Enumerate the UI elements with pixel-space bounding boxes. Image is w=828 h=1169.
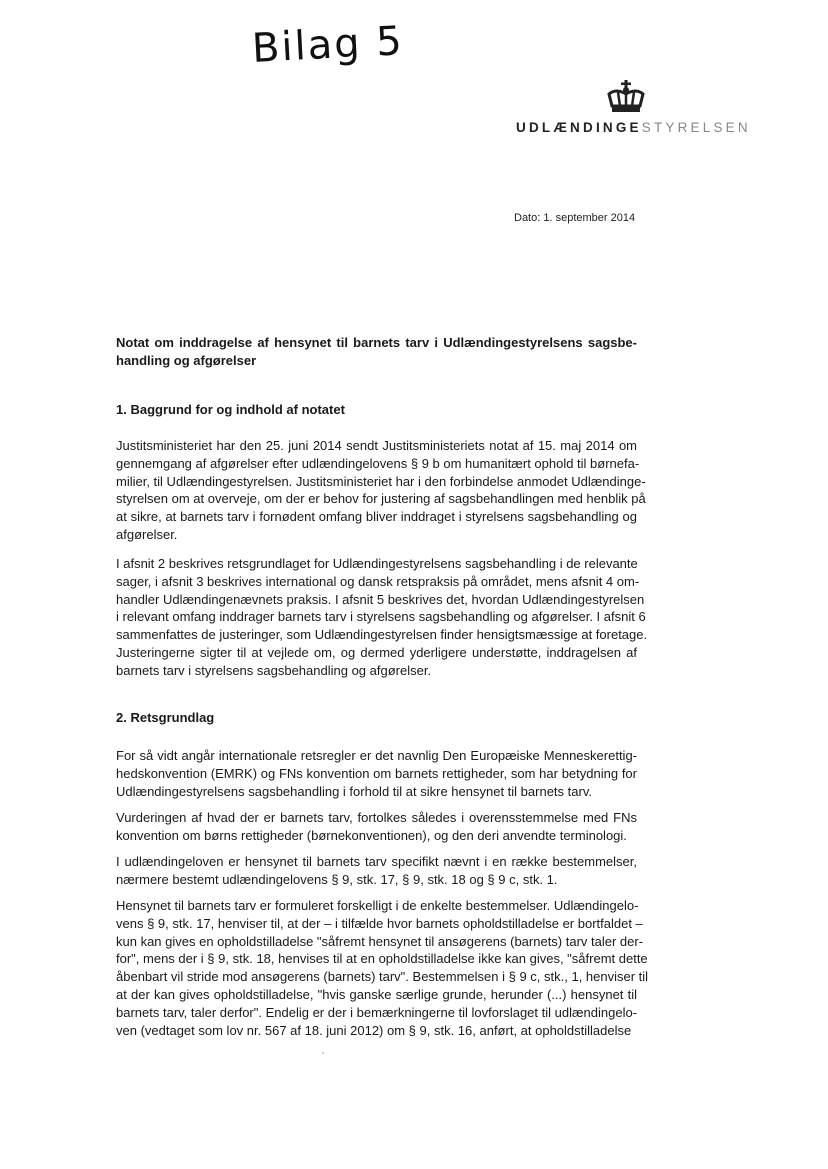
scan-speck: [322, 1052, 324, 1054]
text-line: Udlændingestyrelsens sagsbehandling i forhold til at sikre hensynet til barnets tarv.: [116, 783, 592, 799]
text-line: at der kan gives opholdstilladelse, "hvis ganske særlige grunde, herunder (...) hensynet til: [116, 986, 637, 1002]
text-line: sammenfattes de justeringer, som Udlændingestyrelsen finder hensigtsmæssige at foretage.: [116, 627, 648, 643]
text-line: handling og afgørelser: [116, 352, 257, 368]
section-2-paragraph-1: [116, 747, 637, 800]
text-line: barnets tarv i styrelsens sagsbehandling og afgørelser.: [116, 662, 432, 678]
section-1-paragraph-1: [116, 437, 646, 544]
section-1-heading: [116, 401, 637, 419]
text-line: barnets tarv, taler derfor". Endelig er der i bemærkningerne til lovforslaget til udlændingelo-: [116, 1004, 638, 1020]
agency-wordmark: [516, 120, 751, 135]
text-line: konvention om børns rettigheder (børnekonventionen), og den deri anvendte terminologi.: [116, 827, 627, 843]
document-title: [116, 334, 637, 370]
text-line: hedskonvention (EMRK) og FNs konvention om barnets rettigheder, som har betydning for: [116, 765, 637, 781]
text-line: kun kan gives en opholdstilladelse "såfremt hensynet til ansøgerens (barnets) tarv taler der-: [116, 933, 644, 949]
heading-text: 2. Retsgrundlag: [116, 710, 215, 725]
heading-text: 1. Baggrund for og indhold af notatet: [116, 402, 345, 417]
text-line: for", mens der i § 9, stk. 18, henvises til at en opholdstilladelse ikke kan gives, "såfremt dette: [116, 951, 648, 967]
text-line: afgørelser.: [116, 526, 178, 542]
text-line: åbenbart vil stride mod ansøgerens (barnets) tarv". Bestemmelsen i § 9 c, stk., 1, henviser til: [116, 969, 649, 985]
text-line: Justitsministeriet har den 25. juni 2014 sendt Justitsministeriets notat af 15. maj 2014 om: [116, 438, 637, 453]
text-line: Hensynet til barnets tarv er formuleret forskelligt i de enkelte bestemmelser. Udlændingelo-: [116, 898, 639, 913]
text-line: nærmere bestemt udlændingelovens § 9, stk. 17, § 9, stk. 18 og § 9 c, stk. 1.: [116, 871, 558, 887]
section-2-paragraph-3: [116, 853, 637, 889]
wordmark-light: STYRELSEN: [641, 120, 751, 135]
text-line: handler Udlændingenævnets praksis. I afsnit 5 beskrives det, hvordan Udlændingestyrelsen: [116, 591, 645, 607]
section-2-paragraph-2: [116, 809, 637, 845]
text-line: i relevant omfang inddrager barnets tarv i styrelsens sagsbehandling og afgørelser. I afsnit 6: [116, 609, 646, 625]
document-date: Dato: 1. september 2014: [514, 212, 636, 224]
text-line: sager, i afsnit 3 beskrives international og dansk retspraksis på området, mens afsnit 4 om-: [116, 573, 640, 589]
crown-icon: [606, 80, 646, 114]
text-line: I udlændingeloven er hensynet til barnets tarv specifikt nævnt i en række bestemmelser,: [116, 854, 637, 869]
text-line: Vurderingen af hvad der er barnets tarv, fortolkes således i overensstemmelse med FNs: [116, 810, 637, 825]
wordmark-dark: UDLÆNDINGE: [516, 120, 642, 135]
text-line: styrelsen om at overveje, om der er behov for justering af sagsbehandlingen med henblik på: [116, 491, 646, 507]
text-line: gennemgang af afgørelser efter udlændingelovens § 9 b om humanitært ophold til børnefa-: [116, 455, 640, 471]
handwritten-annotation: Bilag 5: [250, 18, 405, 72]
text-line: I afsnit 2 beskrives retsgrundlaget for Udlændingestyrelsens sagsbehandling i de relevante: [116, 556, 638, 571]
text-line: Justeringerne sigter til at vejlede om, og dermed yderligere understøtte, inddragelsen af: [116, 644, 637, 660]
text-line: Notat om inddragelse af hensynet til barnets tarv i Udlændingestyrelsens sagsbe-: [116, 335, 637, 350]
text-line: milier, til Udlændingestyrelsen. Justitsministeriet har i den forbindelse anmodet Udlændinge-: [116, 473, 646, 489]
text-line: vens § 9, stk. 17, henviser til, at der – i tilfælde hvor barnets opholdstilladelse er bortfaldet –: [116, 915, 643, 931]
section-1-paragraph-2: [116, 555, 648, 680]
text-line: ven (vedtaget som lov nr. 567 af 18. juni 2012) om § 9, stk. 16, anført, at opholdstilladelse: [116, 1022, 632, 1038]
section-2-paragraph-4: [116, 897, 649, 1039]
text-line: For så vidt angår internationale retsregler er det navnlig Den Europæiske Menneskerettig-: [116, 748, 637, 763]
text-line: at sikre, at barnets tarv i fornødent omfang bliver inddraget i styrelsens sagsbehandling og: [116, 509, 637, 525]
section-2-heading: [116, 709, 637, 727]
